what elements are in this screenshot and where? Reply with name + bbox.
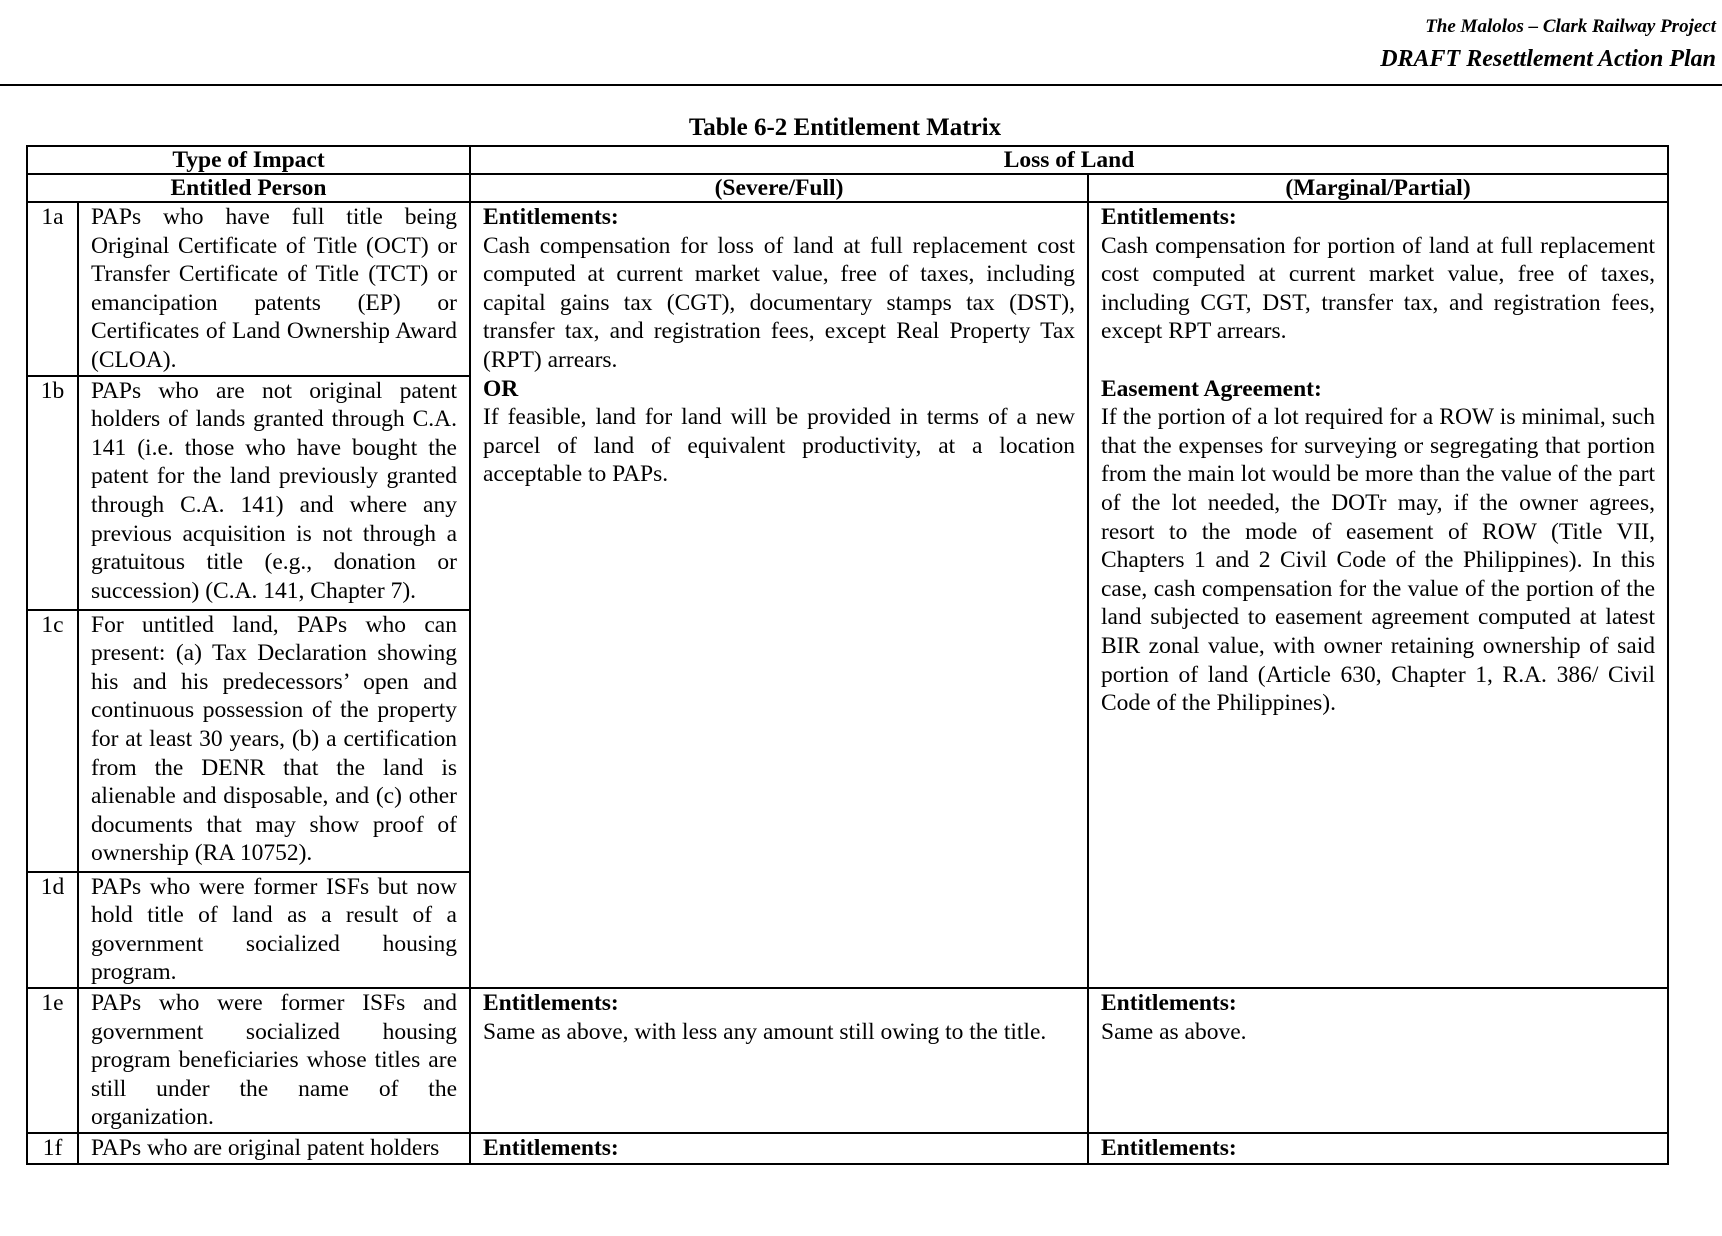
row-id-1d: 1d [27, 872, 78, 988]
page-header [0, 0, 1722, 86]
row-id-1a: 1a [27, 202, 78, 376]
paragraph-spacer [1101, 346, 1655, 375]
severe-entitlements-label-1e: Entitlements: [483, 989, 619, 1016]
header-marginal-partial: (Marginal/Partial) [1088, 174, 1668, 202]
header-loss-of-land: Loss of Land [470, 146, 1668, 174]
marginal-entitlements-label: Entitlements: [1101, 204, 1237, 230]
table-row [27, 988, 1668, 1133]
marginal-entitlements-label-1e: Entitlements: [1101, 989, 1237, 1016]
row-person-1b: PAPs who are not original patent holders of lands granted through C.A. 141 (i.e. those who have bought the patent for the land previously granted through C.A. 141) and where any previous acquisition is not through a gratuitous title (e.g., donation or succession) (C.A. 141, Chapter 7). [78, 376, 470, 610]
severe-entitlements-label-1f: Entitlements: [483, 1134, 619, 1161]
severe-cell-group1 [470, 202, 1088, 988]
marginal-entitlements-label-1f: Entitlements: [1101, 1134, 1237, 1161]
marginal-entitlements-text-1e: Same as above. [1101, 1018, 1247, 1045]
row-id-1e: 1e [27, 988, 78, 1133]
row-person-1f: PAPs who are original patent holders [78, 1133, 470, 1164]
severe-cell-group2 [470, 988, 1088, 1133]
entitlement-matrix-table [26, 145, 1669, 1165]
marginal-entitlements-text: Cash compensation for portion of land at full replacement cost computed at current market value, free of taxes, including CGT, DST, transfer tax, and registration fees, except RPT arrears. [1101, 232, 1655, 345]
marginal-cell-group1 [1088, 202, 1668, 988]
marginal-cell-group3 [1088, 1133, 1668, 1164]
row-person-1d: PAPs who were former ISFs but now hold title of land as a result of a government socialized housing program. [78, 872, 470, 988]
severe-cell-group3 [470, 1133, 1088, 1164]
marginal-cell-group2 [1088, 988, 1668, 1133]
row-id-1b: 1b [27, 376, 78, 610]
table-title: Table 6-2 Entitlement Matrix [688, 114, 1002, 141]
severe-entitlements-text: Cash compensation for loss of land at full replacement cost computed at current market value, free of taxes, including capital gains tax (CGT), documentary stamps tax (DST), transfer tax, and registration fees, except Real Property Tax (RPT) arrears. [483, 232, 1075, 373]
header-entitled-person: Entitled Person [27, 174, 470, 202]
row-person-1c: For untitled land, PAPs who can present: (a) Tax Declaration showing his and his predecessors’ open and continuous possession of the property for at least 30 years, (b) a certification from the DENR that the land is alienable and disposable, and (c) other documents that may show proof of ownership (RA 10752). [78, 610, 470, 872]
severe-land-for-land-text: If feasible, land for land will be provided in terms of a new parcel of land of equivalent productivity, at a location acceptable to PAPs. [483, 404, 1075, 488]
header-type-of-impact: Type of Impact [27, 146, 470, 174]
header-row-1 [27, 146, 1668, 174]
row-person-1a: PAPs who have full title being Original Certificate of Title (OCT) or Transfer Certificate of Title (TCT) or emancipation patents (EP) or Certificates of Land Ownership Award (CLOA). [78, 202, 470, 376]
document-title: DRAFT Resettlement Action Plan [1380, 46, 1716, 72]
header-row-2 [27, 174, 1668, 202]
severe-entitlements-text-1e: Same as above, with less any amount still owing to the title. [483, 1018, 1047, 1045]
row-id-1f: 1f [27, 1133, 78, 1164]
header-severe-full: (Severe/Full) [470, 174, 1088, 202]
table-row [27, 202, 1668, 376]
project-name: The Malolos – Clark Railway Project [1425, 16, 1716, 37]
row-person-1e: PAPs who were former ISFs and government socialized housing program beneficiaries whose titles are still under the name of the organization. [78, 988, 470, 1133]
severe-or-label: OR [483, 375, 519, 402]
easement-agreement-label: Easement Agreement: [1101, 375, 1322, 402]
row-id-1c: 1c [27, 610, 78, 872]
easement-agreement-text: If the portion of a lot required for a ROW is minimal, such that the expenses for surveying or segregating that portion from the main lot would be more than the value of the part of the lot needed, the DOTr may, if the owner agrees, resort to the mode of easement of ROW (Title VII, Chapters 1 and 2 Civil Code of the Philippines). In this case, cash compensation for the value of the portion of the land subjected to easement agreement computed at latest BIR zonal value, with owner retaining ownership of said portion of land (Article 630, Chapter 1, R.A. 386/ Civil Code of the Philippines). [1101, 404, 1655, 717]
severe-entitlements-label: Entitlements: [483, 204, 619, 230]
table-row [27, 1133, 1668, 1164]
